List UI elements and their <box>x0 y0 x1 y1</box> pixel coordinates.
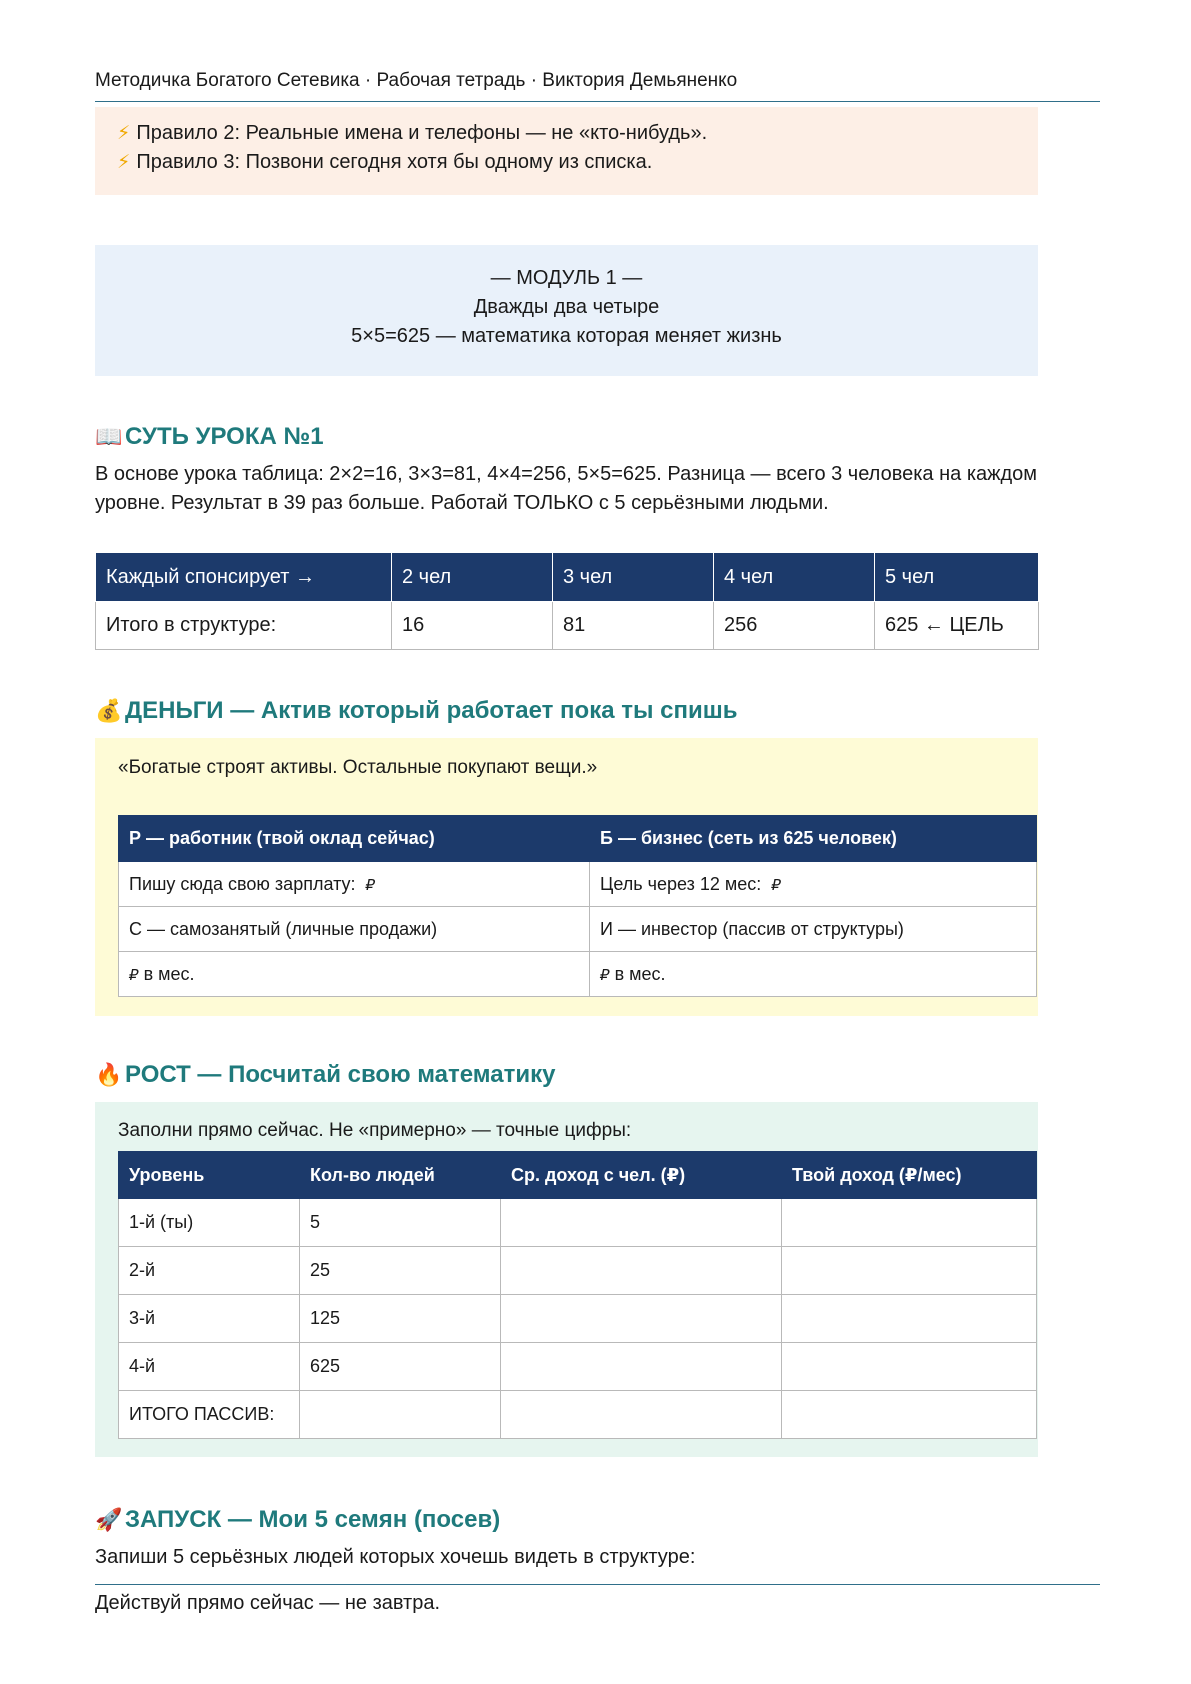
table-cell[interactable] <box>501 1391 782 1439</box>
table-header-row <box>119 816 1037 862</box>
module-number: — МОДУЛЬ 1 — <box>490 267 643 289</box>
rule-item: ⚡ Правило 2: Реальные имена и телефоны — не «кто-нибудь». <box>117 122 708 144</box>
table-header-cell: Каждый спонсирует → <box>96 553 392 602</box>
table-header-cell: 5 чел <box>875 553 1039 602</box>
table-row <box>119 862 1037 907</box>
table-row <box>119 1343 1037 1391</box>
table-cell: 3-й <box>119 1295 300 1343</box>
table-header-cell: 2 чел <box>392 553 553 602</box>
header-divider <box>95 101 1100 102</box>
module-title: Дважды два четыре <box>473 296 660 318</box>
launch-heading: 🚀 ЗАПУСК — Мои 5 семян (посев) <box>95 1506 501 1533</box>
rule-item: ⚡ Правило 3: Позвони сегодня хотя бы одному из списка. <box>117 151 653 173</box>
table-cell: 1-й (ты) <box>119 1199 300 1247</box>
lightning-icon: ⚡ <box>117 123 131 144</box>
table-header-cell: Твой доход (₽/мес) <box>782 1152 1037 1199</box>
table-cell: 5 <box>300 1199 501 1247</box>
money-quote: «Богатые строят активы. Остальные покупают вещи.» <box>118 757 598 778</box>
table-row <box>119 1295 1037 1343</box>
table-cell[interactable] <box>300 1391 501 1439</box>
page-header: Методичка Богатого Сетевика · Рабочая тетрадь · Виктория Демьяненко <box>95 70 738 91</box>
table-cell[interactable] <box>782 1199 1037 1247</box>
table-cell[interactable] <box>782 1247 1037 1295</box>
table-cell: И — инвестор (пассив от структуры) <box>590 907 1037 952</box>
table-cell[interactable] <box>501 1343 782 1391</box>
lightning-icon: ⚡ <box>117 152 131 173</box>
table-cell[interactable] <box>501 1295 782 1343</box>
ruble-sign: ₽ <box>771 876 781 894</box>
table-cell: 625 <box>300 1343 501 1391</box>
table-cell: 4-й <box>119 1343 300 1391</box>
money-bag-icon: 💰 <box>95 698 123 723</box>
table-row <box>119 952 1037 997</box>
table-header-row <box>119 1152 1037 1199</box>
table-header-cell: Кол-во людей <box>300 1152 501 1199</box>
table-cell[interactable] <box>782 1391 1037 1439</box>
growth-intro: Заполни прямо сейчас. Не «примерно» — точные цифры: <box>118 1120 632 1141</box>
table-cell: 16 <box>392 602 553 650</box>
ruble-sign: ₽ <box>129 966 139 984</box>
table-cell[interactable] <box>501 1199 782 1247</box>
growth-heading: 🔥 РОСТ — Посчитай свою математику <box>95 1061 556 1088</box>
table-cell[interactable] <box>782 1295 1037 1343</box>
money-box <box>95 738 1038 1016</box>
table-row <box>119 1391 1037 1439</box>
module-subtitle: 5×5=625 — математика которая меняет жизнь <box>351 325 782 347</box>
table-cell[interactable]: ₽ в мес. <box>590 952 1037 997</box>
table-cell: 625 ← ЦЕЛЬ <box>875 602 1039 650</box>
growth-box <box>95 1102 1038 1457</box>
money-heading: 💰 ДЕНЬГИ — Актив который работает пока ты спишь <box>95 697 738 724</box>
table-row <box>96 602 1039 650</box>
table-header-cell: Уровень <box>119 1152 300 1199</box>
lesson-heading: 📖 СУТЬ УРОКА №1 <box>95 423 324 450</box>
table-cell: ИТОГО ПАССИВ: <box>119 1391 300 1439</box>
table-cell[interactable]: Пишу сюда свою зарплату: ₽ <box>119 862 590 907</box>
table-row <box>119 1199 1037 1247</box>
cashflow-table <box>118 815 1037 997</box>
table-cell: С — самозанятый (личные продажи) <box>119 907 590 952</box>
table-cell[interactable]: ₽ в мес. <box>119 952 590 997</box>
rules-box <box>95 107 1038 195</box>
growth-table <box>118 1151 1037 1439</box>
ruble-sign: ₽ <box>365 876 376 894</box>
rocket-icon: 🚀 <box>95 1507 123 1532</box>
table-header-cell: 3 чел <box>553 553 714 602</box>
launch-text: Запиши 5 серьёзных людей которых хочешь видеть в структуре: <box>95 1546 696 1568</box>
table-row <box>119 1247 1037 1295</box>
fire-icon: 🔥 <box>95 1062 123 1087</box>
table-cell: 125 <box>300 1295 501 1343</box>
table-cell: 25 <box>300 1247 501 1295</box>
ruble-sign: ₽ <box>600 966 610 984</box>
table-header-row <box>96 553 1039 602</box>
table-header-cell: Б — бизнес (сеть из 625 человек) <box>590 816 1037 862</box>
table-header-cell: Ср. доход с чел. (₽) <box>501 1152 782 1199</box>
table-row <box>119 907 1037 952</box>
table-cell: Итого в структуре: <box>96 602 392 650</box>
table-header-cell: Р — работник (твой оклад сейчас) <box>119 816 590 862</box>
footer-divider <box>95 1584 1100 1585</box>
module-banner <box>95 245 1038 376</box>
table-cell[interactable]: Цель через 12 мес: ₽ <box>590 862 1037 907</box>
table-cell[interactable] <box>782 1343 1037 1391</box>
lesson-text: В основе урока таблица: 2×2=16, 3×3=81, 4×4=256, 5×5=625. Разница — всего 3 человека на каждом уровне. Результат в 39 раз больше. Работай ТОЛЬКО с 5 серьёзными людьми. <box>95 463 1038 514</box>
table-header-cell: 4 чел <box>714 553 875 602</box>
page-footer: Действуй прямо сейчас — не завтра. <box>95 1592 441 1614</box>
open-book-icon: 📖 <box>95 424 123 449</box>
table-cell: 2-й <box>119 1247 300 1295</box>
table-cell: 256 <box>714 602 875 650</box>
table-cell[interactable] <box>501 1247 782 1295</box>
sponsor-table <box>95 552 1039 650</box>
table-cell: 81 <box>553 602 714 650</box>
